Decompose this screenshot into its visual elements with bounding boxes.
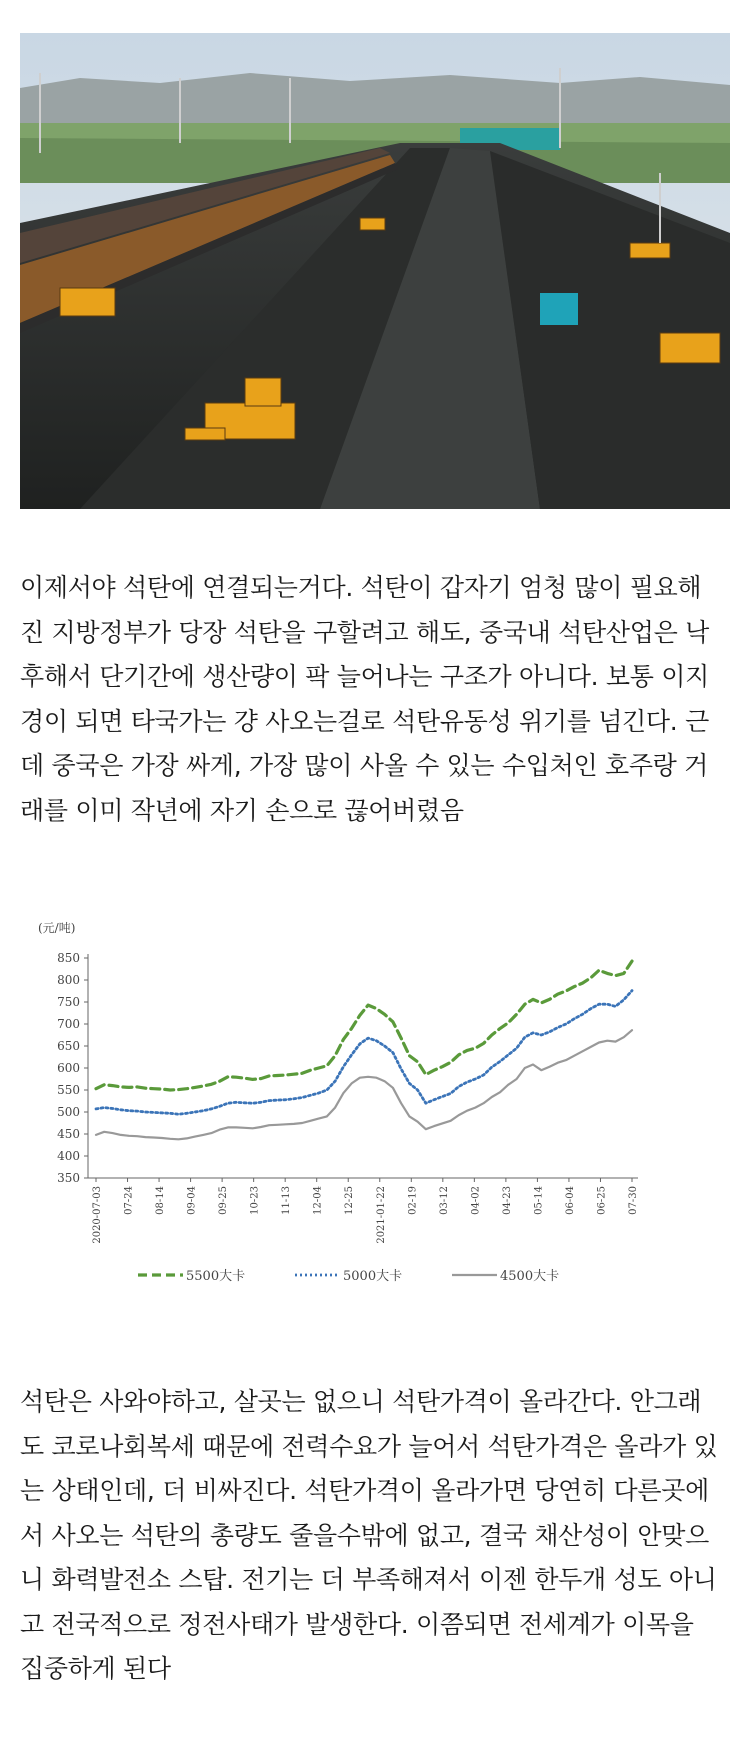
coal-price-chart-svg [20, 910, 732, 1330]
y-tick-label: 850 [57, 951, 80, 965]
text-line: 이제서야 석탄에 연결되는거다. 석탄이 갑자기 엄청 많이 필요해 [20, 573, 702, 602]
text-line: 는 상태인데, 더 비싸진다. 석탄가격이 올라가면 당연히 다른곳에 [20, 1476, 709, 1505]
coal-price-chart [20, 910, 732, 1330]
legend-label: 5500大卡 [186, 1269, 246, 1284]
y-tick-label: 500 [57, 1105, 80, 1119]
x-tick-label: 12-25 [344, 1186, 356, 1215]
x-tick-label: 03-12 [438, 1186, 450, 1215]
text-line: 도 코로나회복세 때문에 전력수요가 늘어서 석탄가격은 올라가 있 [20, 1431, 718, 1461]
x-tick-label: 08-14 [155, 1186, 167, 1215]
text-line: 고 전국적으로 정전사태가 발생한다. 이쯤되면 전세계가 이목을 [20, 1609, 694, 1639]
x-tick-label: 05-14 [533, 1186, 545, 1215]
paragraph-price-rise [20, 1380, 732, 1692]
x-tick-label: 06-25 [596, 1186, 608, 1215]
text-line: 데 중국은 가장 싸게, 가장 많이 사올 수 있는 수입처인 호주랑 거 [20, 751, 709, 780]
text-line: 집중하게 된다 [20, 1654, 171, 1683]
y-tick-label: 750 [57, 995, 80, 1009]
x-tick-label: 07-30 [628, 1186, 639, 1215]
series-line-0 [96, 961, 632, 1090]
y-tick-label: 450 [57, 1127, 80, 1141]
x-tick-label: 09-25 [218, 1186, 230, 1215]
text-line: 서 사오는 석탄의 총량도 줄을수밖에 없고, 결국 채산성이 안맞으 [20, 1520, 709, 1550]
x-tick-label: 10-23 [249, 1186, 261, 1215]
x-tick-label: 09-04 [186, 1186, 198, 1215]
text-line: 래를 이미 작년에 자기 손으로 끊어버렸음 [20, 795, 464, 825]
x-tick-label: 11-13 [281, 1186, 293, 1215]
x-tick-label: 2021-01-22 [375, 1186, 387, 1244]
text-line: 석탄은 사와야하고, 살곳는 없으니 석탄가격이 올라간다. 안그래 [20, 1387, 702, 1416]
x-tick-label: 2020-07-03 [92, 1186, 103, 1244]
x-tick-label: 06-04 [564, 1186, 576, 1215]
y-tick-label: 650 [57, 1039, 80, 1053]
x-tick-label: 07-24 [123, 1186, 135, 1215]
x-tick-label: 04-02 [470, 1186, 482, 1215]
coal-yard-illustration [20, 33, 730, 509]
text-line: 후해서 단기간에 생산량이 팍 늘어나는 구조가 아니다. 보통 이지 [20, 662, 709, 691]
legend-label: 5000大卡 [343, 1269, 403, 1284]
paragraph-coal-supply [20, 566, 732, 833]
y-tick-label: 350 [57, 1171, 80, 1185]
y-tick-label: 800 [57, 973, 80, 987]
text-line: 경이 되면 타국가는 걍 사오는걸로 석탄유동성 위기를 넘긴다. 근 [20, 706, 709, 736]
x-tick-label: 04-23 [501, 1186, 513, 1215]
series-line-2 [96, 1030, 632, 1139]
x-tick-label: 02-19 [407, 1186, 419, 1215]
y-tick-label: 700 [57, 1017, 80, 1031]
text-line: 진 지방정부가 당장 석탄을 구할려고 해도, 중국내 석탄산업은 낙 [20, 617, 709, 647]
x-tick-label: 12-04 [312, 1186, 324, 1215]
y-unit-label: (元/吨) [38, 921, 76, 935]
coal-yard-photo [20, 33, 730, 509]
y-tick-label: 550 [57, 1083, 80, 1097]
y-tick-label: 400 [57, 1149, 80, 1163]
legend-label: 4500大卡 [500, 1269, 560, 1284]
text-line: 니 화력발전소 스탑. 전기는 더 부족해져서 이젠 한두개 성도 아니 [20, 1565, 717, 1594]
y-tick-label: 600 [57, 1061, 80, 1075]
